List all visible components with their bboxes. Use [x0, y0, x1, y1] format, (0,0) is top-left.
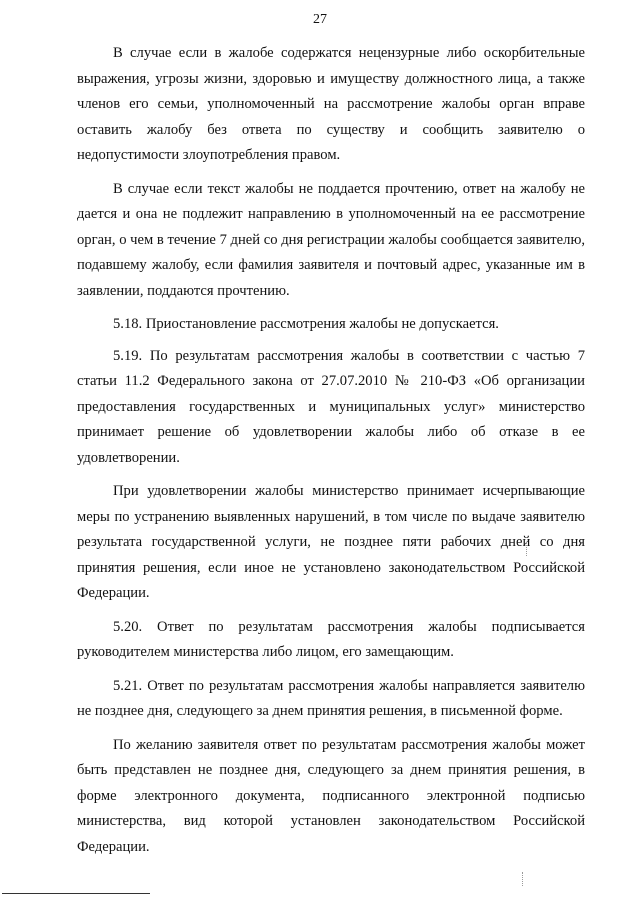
scan-artifact-mark — [526, 542, 528, 556]
paragraph-unreadable-complaint: В случае если текст жалобы не поддается прочтению, ответ на жалобу не дается и она не подлежит направлению в уполномоченный на ее рассмотрение орган, о чем в течение 7 дней со дня регистрации жалобы сообщается заявителю, подавшему жалобу, если фамилия заявителя и почтовый адрес, указанные им в заявлении, поддаются прочтению. — [77, 180, 585, 299]
paragraph-5-19: 5.19. По результатам рассмотрения жалобы в соответствии с частью 7 статьи 11.2 Федерального закона от 27.07.2010 № 210-ФЗ «Об организации предоставления государственных и муниципальных услуг» министерство принимает решение об удовлетворении жалобы либо об отказе в ее удовлетворении. — [77, 347, 585, 466]
footer-rule — [2, 893, 150, 894]
paragraph-5-21: 5.21. Ответ по результатам рассмотрения жалобы направляется заявителю не позднее дня, следующего за днем принятия решения, в письменной форме. — [77, 677, 585, 719]
paragraph-obscene-complaint: В случае если в жалобе содержатся нецензурные либо оскорбительные выражения, угрозы жизни, здоровью и имуществу должностного лица, а также членов его семьи, уполномоченный на рассмотрение жалобы орган вправе оставить жалобу без ответа по существу и сообщить заявителю о недопустимости злоупотребления правом. — [77, 45, 585, 163]
paragraph-5-20: 5.20. Ответ по результатам рассмотрения жалобы подписывается руководителем министерства либо лицом, его замещающим. — [77, 618, 585, 660]
paragraph-5-18: 5.18. Приостановление рассмотрения жалобы не допускается. — [113, 316, 499, 332]
document-body — [77, 41, 585, 860]
page-number: 27 — [313, 12, 327, 27]
paragraph-satisfaction-measures: При удовлетворении жалобы министерство принимает исчерпывающие меры по устранению выявленных нарушений, в том числе по выдаче заявителю результата государственной услуги, не позднее пяти рабочих дней со дня принятия решения, если иное не установлено законодательством Российской Федерации. — [77, 483, 585, 601]
paragraph-electronic-response: По желанию заявителя ответ по результатам рассмотрения жалобы может быть представлен не позднее дня, следующего за днем принятия решения, в форме электронного документа, подписанного электронной подписью министерства, вид которой установлен законодательством Российской Федерации. — [77, 736, 585, 855]
scan-artifact-mark — [522, 872, 524, 886]
